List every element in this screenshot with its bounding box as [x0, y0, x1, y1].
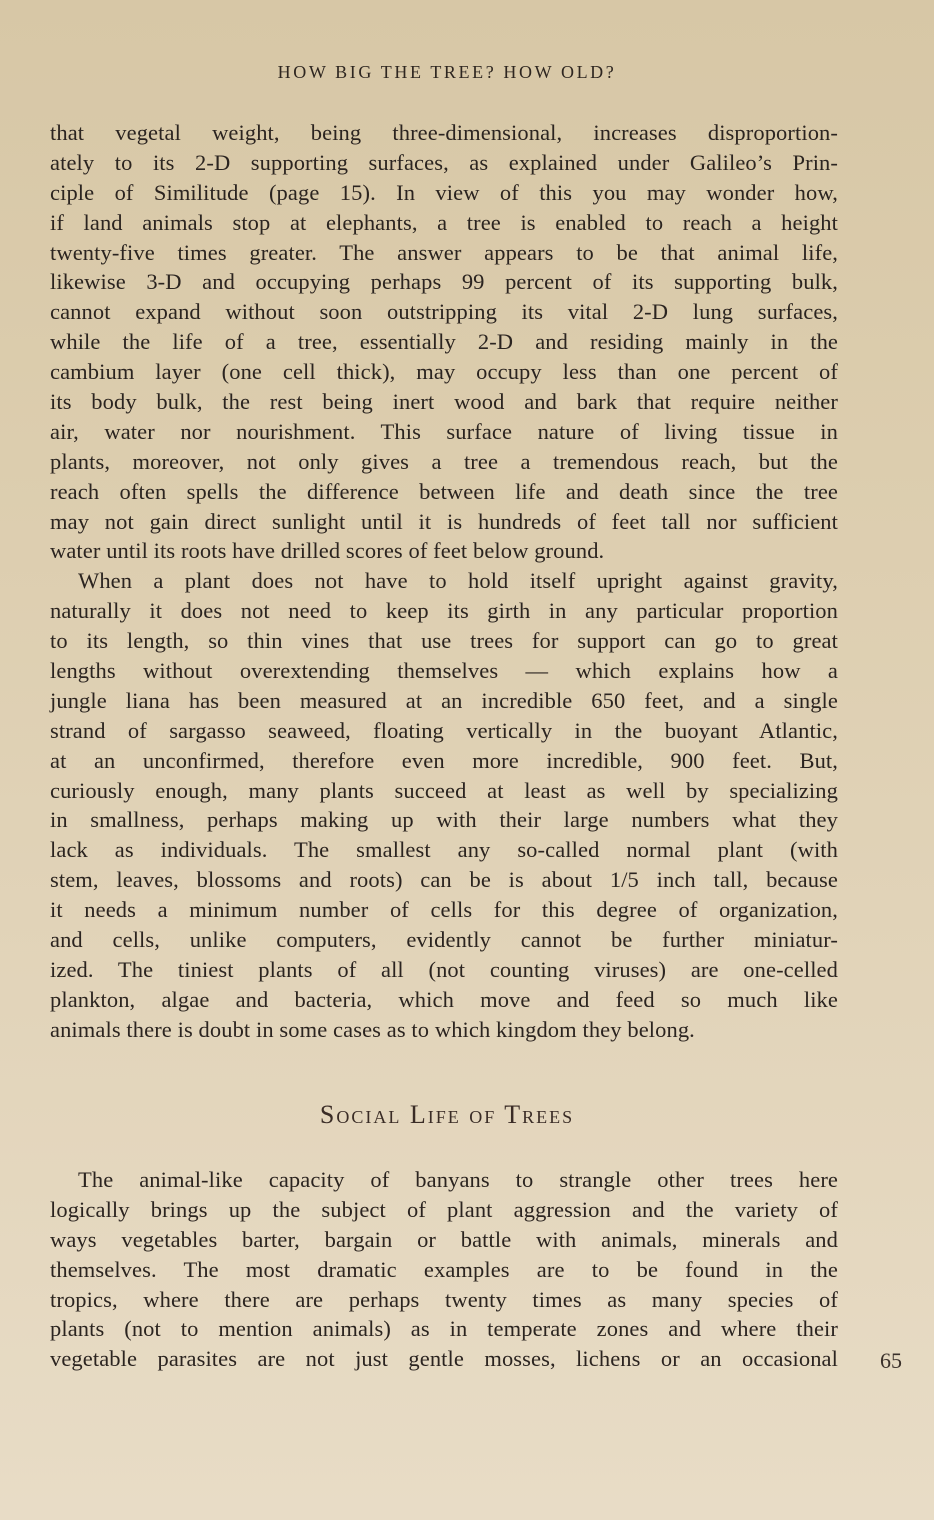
text-line: and cells, unlike computers, evidently cannot be further miniatur-	[50, 927, 838, 953]
text-line: plants (not to mention animals) as in temperate zones and where their	[50, 1316, 838, 1342]
text-line: stem, leaves, blossoms and roots) can be is about 1/5 inch tall, because	[50, 867, 838, 893]
text-line: themselves. The most dramatic examples are to be found in the	[50, 1256, 838, 1282]
text-line: curiously enough, many plants succeed at least as well by specializing	[50, 777, 838, 803]
paragraph	[50, 1165, 838, 1374]
text-line: cambium layer (one cell thick), may occupy less than one percent of	[50, 359, 838, 385]
text-line: cannot expand without soon outstripping its vital 2-D lung surfaces,	[50, 299, 838, 325]
text-line: jungle liana has been measured at an incredible 650 feet, and a single	[50, 687, 838, 713]
running-head: HOW BIG THE TREE? HOW OLD?	[277, 62, 617, 82]
text-line: plants, moreover, not only gives a tree a tremendous reach, but the	[50, 448, 838, 474]
text-line: tropics, where there are perhaps twenty times as many species of	[50, 1286, 838, 1312]
body-text	[50, 118, 838, 1045]
section-heading: Social Life of Trees	[319, 1100, 575, 1129]
text-line: to its length, so thin vines that use trees for support can go to great	[50, 628, 838, 654]
text-line: ways vegetables barter, bargain or battle with animals, minerals and	[50, 1226, 838, 1252]
text-line: animals there is doubt in some cases as to which kingdom they belong.	[50, 1016, 695, 1042]
text-line: likewise 3-D and occupying perhaps 99 percent of its supporting bulk,	[50, 269, 838, 295]
text-line: twenty-five times greater. The answer appears to be that animal life,	[50, 239, 838, 265]
text-line: logically brings up the subject of plant aggression and the variety of	[50, 1196, 838, 1222]
text-line: that vegetal weight, being three-dimensional, increases disproportion-	[50, 120, 838, 145]
text-line: in smallness, perhaps making up with their large numbers what they	[50, 807, 838, 833]
text-line: water until its roots have drilled scores of feet below ground.	[50, 538, 605, 564]
text-line: at an unconfirmed, therefore even more incredible, 900 feet. But,	[50, 747, 838, 773]
text-line: naturally it does not need to keep its girth in any particular proportion	[50, 598, 838, 624]
text-line: lengths without overextending themselves — which explains how a	[50, 658, 838, 684]
paragraph	[50, 566, 838, 1044]
text-line: reach often spells the difference between life and death since the tree	[50, 478, 838, 504]
text-line: it needs a minimum number of cells for this degree of organization,	[50, 897, 838, 923]
text-line: its body bulk, the rest being inert wood and bark that require neither	[50, 389, 838, 415]
text-line: When a plant does not have to hold itself upright against gravity,	[78, 568, 838, 594]
text-line: plankton, algae and bacteria, which move and feed so much like	[50, 986, 838, 1012]
text-line: lack as individuals. The smallest any so-called normal plant (with	[50, 837, 838, 863]
text-line: vegetable parasites are not just gentle mosses, lichens or an occasional	[50, 1346, 838, 1372]
text-line: ized. The tiniest plants of all (not counting viruses) are one-celled	[50, 956, 838, 982]
text-line: ately to its 2-D supporting surfaces, as explained under Galileo’s Prin-	[50, 149, 838, 175]
text-line: may not gain direct sunlight until it is hundreds of feet tall nor sufficient	[50, 508, 838, 534]
text-line: if land animals stop at elephants, a tree is enabled to reach a height	[50, 209, 838, 235]
text-line: ciple of Similitude (page 15). In view of this you may wonder how,	[50, 179, 838, 205]
text-line: The animal-like capacity of banyans to strangle other trees here	[78, 1167, 838, 1192]
section-body-text	[50, 1165, 838, 1374]
text-line: air, water nor nourishment. This surface nature of living tissue in	[50, 418, 838, 444]
text-line: strand of sargasso seaweed, floating vertically in the buoyant Atlantic,	[50, 717, 838, 743]
page-number: 65	[880, 1348, 902, 1373]
paragraph-continued	[50, 118, 838, 566]
text-line: while the life of a tree, essentially 2-D and residing mainly in the	[50, 329, 838, 355]
